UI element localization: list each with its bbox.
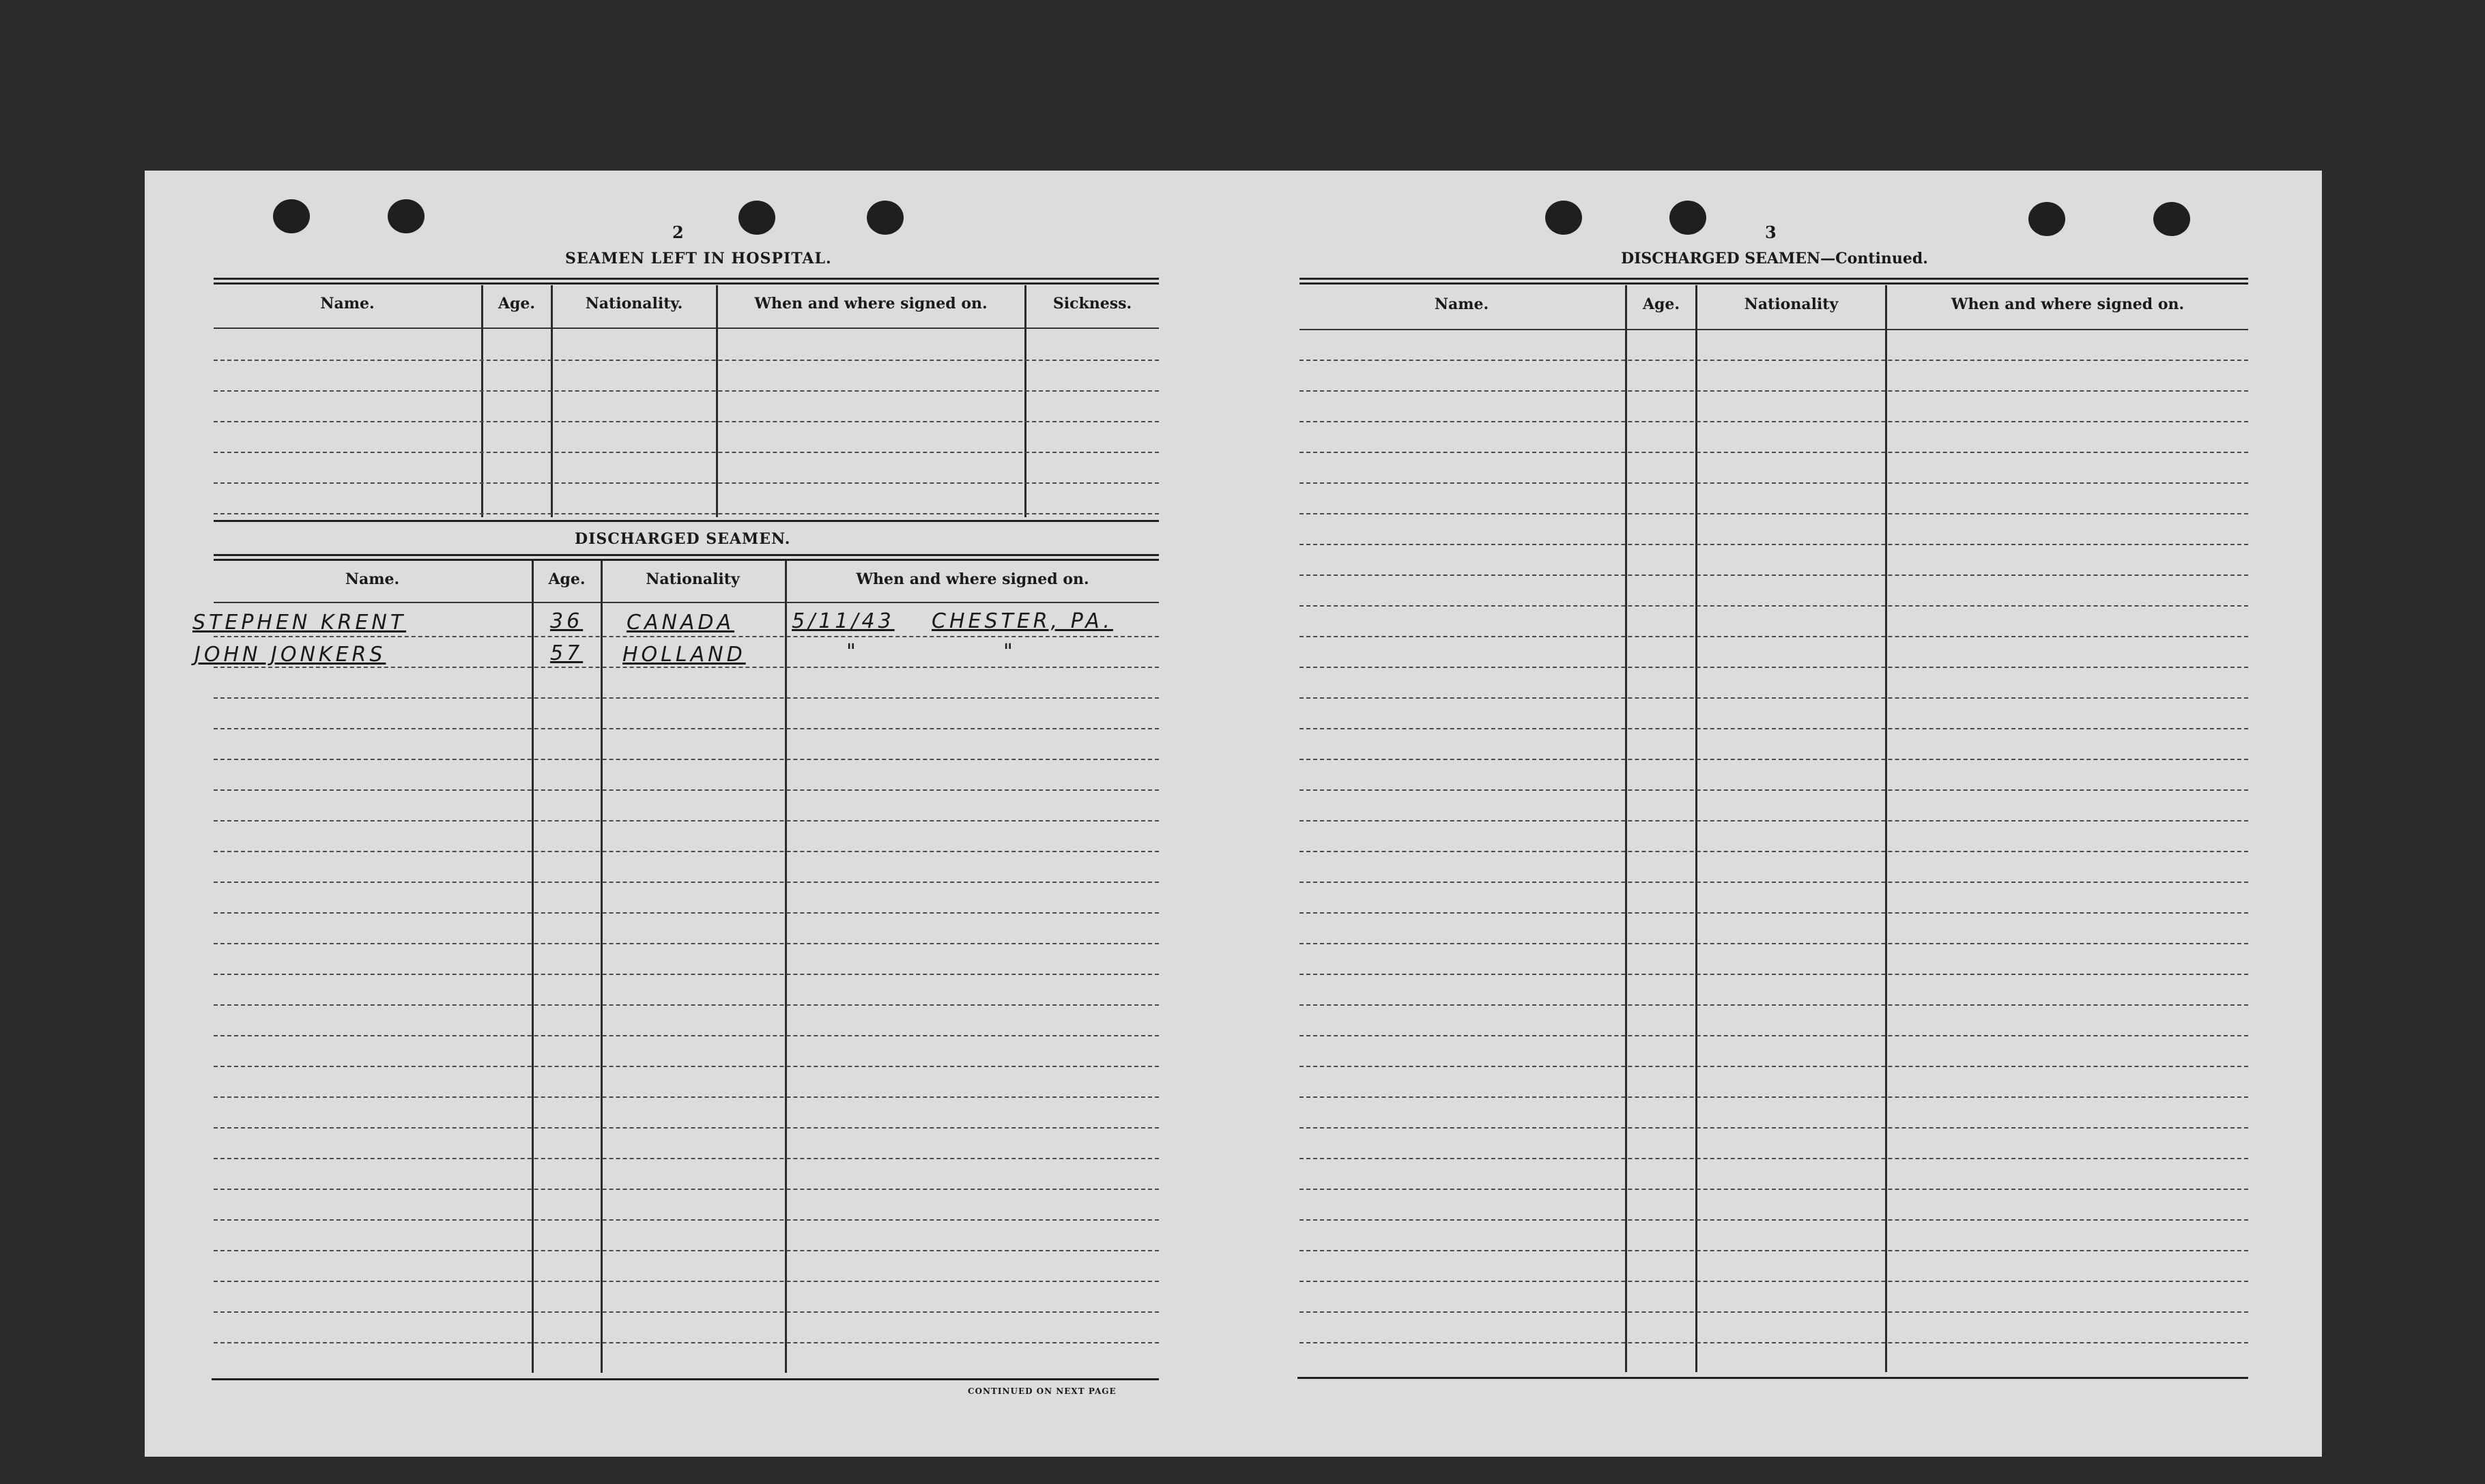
row-line [214, 943, 1159, 944]
hospital-header-signed-on: When and where signed on. [754, 295, 988, 312]
punch-hole [273, 199, 310, 233]
right-header-age: Age. [1642, 295, 1680, 313]
entry-nationality: CANADA [627, 611, 735, 635]
entry-nationality: HOLLAND [622, 643, 746, 667]
entry-date: 5/11/43 [792, 609, 895, 633]
discharged-header-name: Name. [345, 570, 400, 588]
entry-age: 57 [550, 641, 584, 665]
row-line [214, 912, 1159, 914]
row-line [1299, 482, 2248, 484]
row-line [1299, 912, 2248, 914]
row-line [1299, 1189, 2248, 1190]
right-header-signed-on: When and where signed on. [1951, 295, 2185, 313]
row-line [214, 636, 1159, 637]
row-line [214, 1281, 1159, 1282]
entry-name: JOHN JONKERS [195, 643, 386, 667]
row-line [214, 697, 1159, 699]
row-line [1299, 1035, 2248, 1036]
row-line [1299, 667, 2248, 668]
continued-footer: CONTINUED ON NEXT PAGE [968, 1386, 1117, 1396]
discharged-header-signed-on: When and where signed on. [856, 570, 1089, 588]
row-line [214, 1127, 1159, 1129]
hospital-row-line [214, 482, 1159, 484]
hospital-row-line [214, 360, 1159, 361]
row-line [1299, 697, 2248, 699]
hospital-header-name: Name. [320, 295, 375, 312]
row-line [214, 1066, 1159, 1067]
punch-hole [867, 201, 904, 235]
hospital-section-title: SEAMEN LEFT IN HOSPITAL. [565, 250, 832, 267]
entry-name: STEPHEN KRENT [192, 611, 407, 635]
row-line [1299, 882, 2248, 883]
discharged-header-nationality: Nationality [646, 570, 740, 588]
entry-age: 36 [550, 609, 584, 633]
hospital-row-line [214, 452, 1159, 453]
right-header-name: Name. [1434, 295, 1489, 313]
hospital-header-sickness: Sickness. [1052, 295, 1132, 312]
row-line [214, 1219, 1159, 1221]
row-line [214, 851, 1159, 852]
hospital-row-line [214, 390, 1159, 392]
row-line [214, 667, 1159, 668]
row-line [214, 1096, 1159, 1098]
row-line [1299, 1004, 2248, 1006]
row-line [1299, 605, 2248, 607]
row-line [1299, 1127, 2248, 1129]
discharged-header-age: Age. [548, 570, 586, 588]
row-line [1299, 943, 2248, 944]
row-line [1299, 1250, 2248, 1251]
row-line [214, 1004, 1159, 1006]
row-line [1299, 1342, 2248, 1343]
right-section-title: DISCHARGED SEAMEN—Continued. [1621, 250, 1928, 267]
row-line [1299, 1096, 2248, 1098]
row-line [1299, 360, 2248, 361]
row-line [214, 882, 1159, 883]
row-line [214, 1035, 1159, 1036]
hospital-header-age: Age. [498, 295, 536, 312]
row-line [1299, 513, 2248, 514]
punch-hole [1545, 201, 1582, 235]
page-number-left: 2 [672, 222, 684, 242]
row-line [214, 1342, 1159, 1343]
entry-date: " [846, 640, 859, 664]
row-line [1299, 421, 2248, 422]
row-line [214, 1311, 1159, 1313]
entry-place: CHESTER, PA. [932, 609, 1113, 633]
row-line [1299, 1281, 2248, 1282]
row-line [214, 728, 1159, 729]
entry-place: " [1003, 640, 1016, 664]
punch-hole [2153, 202, 2190, 236]
row-line [214, 820, 1159, 821]
right-header-nationality: Nationality [1744, 295, 1839, 313]
row-line [1299, 636, 2248, 637]
row-line [1299, 789, 2248, 791]
row-line [1299, 1311, 2248, 1313]
hospital-header-nationality: Nationality. [585, 295, 683, 312]
row-line [214, 759, 1159, 760]
row-line [214, 1189, 1159, 1190]
page-number-right: 3 [1765, 222, 1777, 242]
row-line [214, 1250, 1159, 1251]
hospital-row-line [214, 513, 1159, 514]
row-line [1299, 452, 2248, 453]
punch-hole [1669, 201, 1706, 235]
row-line [1299, 728, 2248, 729]
row-line [1299, 759, 2248, 760]
punch-hole [388, 199, 425, 233]
row-line [214, 1158, 1159, 1159]
hospital-row-line [214, 421, 1159, 422]
row-line [1299, 574, 2248, 576]
row-line [1299, 390, 2248, 392]
discharged-section-title: DISCHARGED SEAMEN. [575, 530, 791, 548]
row-line [1299, 1219, 2248, 1221]
row-line [214, 974, 1159, 975]
row-line [1299, 544, 2248, 545]
row-line [1299, 851, 2248, 852]
row-line [1299, 820, 2248, 821]
punch-hole [738, 201, 775, 235]
form-sheet [145, 171, 2322, 1457]
row-line [1299, 1066, 2248, 1067]
row-line [1299, 974, 2248, 975]
row-line [214, 789, 1159, 791]
row-line [1299, 1158, 2248, 1159]
punch-hole [2028, 202, 2065, 236]
